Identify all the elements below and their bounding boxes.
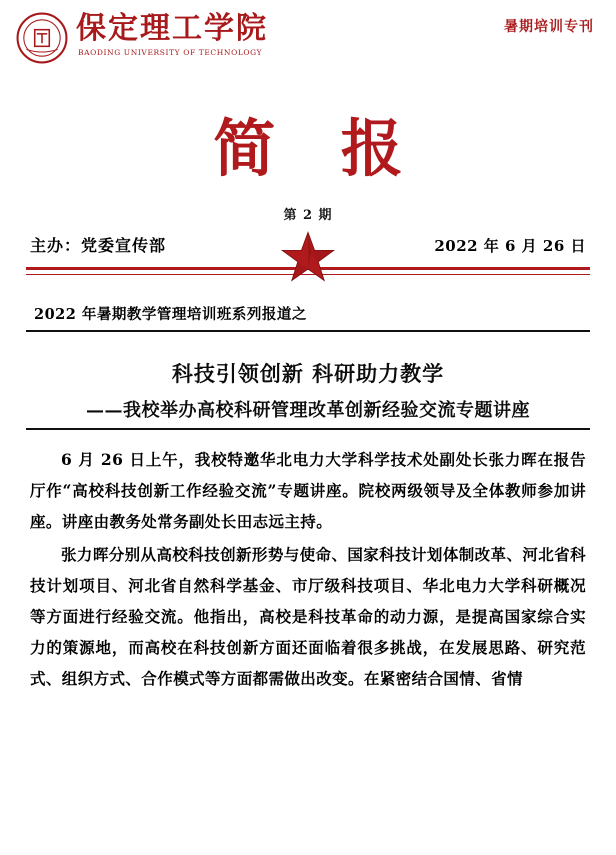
masthead-divider — [0, 263, 616, 289]
masthead — [0, 0, 616, 76]
school-name-en: BAODING UNIVERSITY OF TECHNOLOGY — [78, 48, 263, 57]
article-paragraph: 6 月 26 日上午，我校特邀华北电力大学科学技术处副处长张力晖在报告厅作“高校科技创新工作经验交流”专题讲座。院校两级领导及全体教师参加讲座。讲座由教务处常务副处长田志远主持。 — [30, 450, 586, 531]
article-subheadline: ——我校举办高校科研管理改革创新经验交流专题讲座 — [86, 400, 530, 421]
page-title: 简 报 — [213, 112, 425, 185]
article-body — [30, 444, 586, 694]
school-name-cn: 保定理工学院 — [76, 11, 268, 46]
university-seal-icon — [16, 12, 68, 64]
organizer-label: 主办：党委宣传部 — [30, 236, 167, 255]
article-headline: 科技引领创新 科研助力教学 — [171, 361, 445, 386]
red-star-icon — [280, 229, 336, 285]
issue-date: 2022 年 6 月 26 日 — [434, 237, 586, 255]
article-paragraph: 张力晖分别从高校科技创新形势与使命、国家科技计划体制改革、河北省科技计划项目、河北省自然科学基金、市厅级科技项目、华北电力大学科研概况等方面进行经验交流。他指出，高校是科技革命的动力源，是提高国家综合实力的策源地，而高校在科技创新方面还面临着很多挑战，在发展思路、研究范式、组织方式、合作模式等方面都需做出改变。在紧密结合国情、省情 — [30, 545, 586, 688]
series-report-line: 2022 年暑期教学管理培训班系列报道之 — [34, 306, 307, 323]
special-issue-label: 暑期培训专刊 — [504, 19, 594, 35]
headline-underline — [26, 428, 590, 430]
series-underline — [26, 330, 590, 332]
school-name-block — [76, 10, 268, 58]
issue-number: 第 2 期 — [283, 208, 333, 223]
